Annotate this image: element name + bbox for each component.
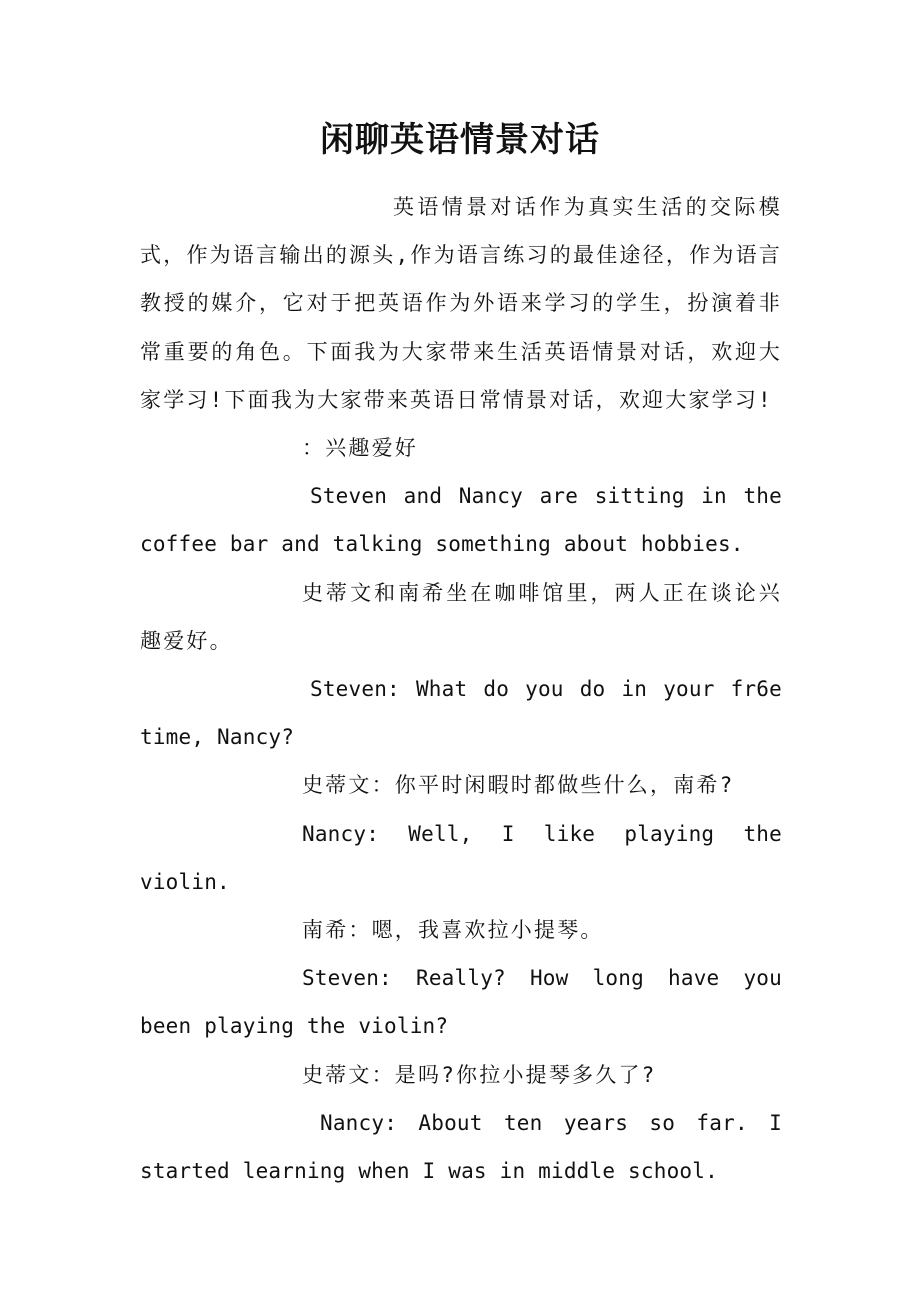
dialogue-line-steven-2-cn: 史蒂文：是吗?你拉小提琴多久了? <box>302 1062 657 1087</box>
document-body <box>140 183 782 1195</box>
section-heading: ：兴趣爱好 <box>302 436 418 461</box>
intro-paragraph: 英语情景对话作为真实生活的交际模式，作为语言输出的源头,作为语言练习的最佳途径，作为语言教授的媒介，它对于把英语作为外语来学习的学生，扮演着非常重要的角色。下面我为大家带来生活英语情景对话，欢迎大家学习!下面我为大家带来英语日常情景对话，欢迎大家学习! <box>140 195 782 412</box>
dialogue-line-nancy-2-en: Nancy: About ten years so far. I started learning when I was in middle school. <box>140 1110 782 1184</box>
document-title: 闲聊英语情景对话 <box>320 120 600 160</box>
dialogue-line-steven-cn: 史蒂文：你平时闲暇时都做些什么，南希? <box>302 773 735 798</box>
dialogue-line-steven-en: Steven: What do you do in your fr6e time, Nancy? <box>140 677 782 750</box>
scene-description-en: Steven and Nancy are sitting in the coffee bar and talking something about hobbies. <box>140 484 782 557</box>
dialogue-line-nancy-en: Nancy: Well, I like playing the violin. <box>140 821 782 894</box>
dialogue-line-nancy-cn: 南希：嗯，我喜欢拉小提琴。 <box>302 918 604 943</box>
scene-description-cn: 史蒂文和南希坐在咖啡馆里，两人正在谈论兴趣爱好。 <box>140 580 782 653</box>
dialogue-line-steven-2-en: Steven: Really? How long have you been playing the violin? <box>140 966 782 1039</box>
